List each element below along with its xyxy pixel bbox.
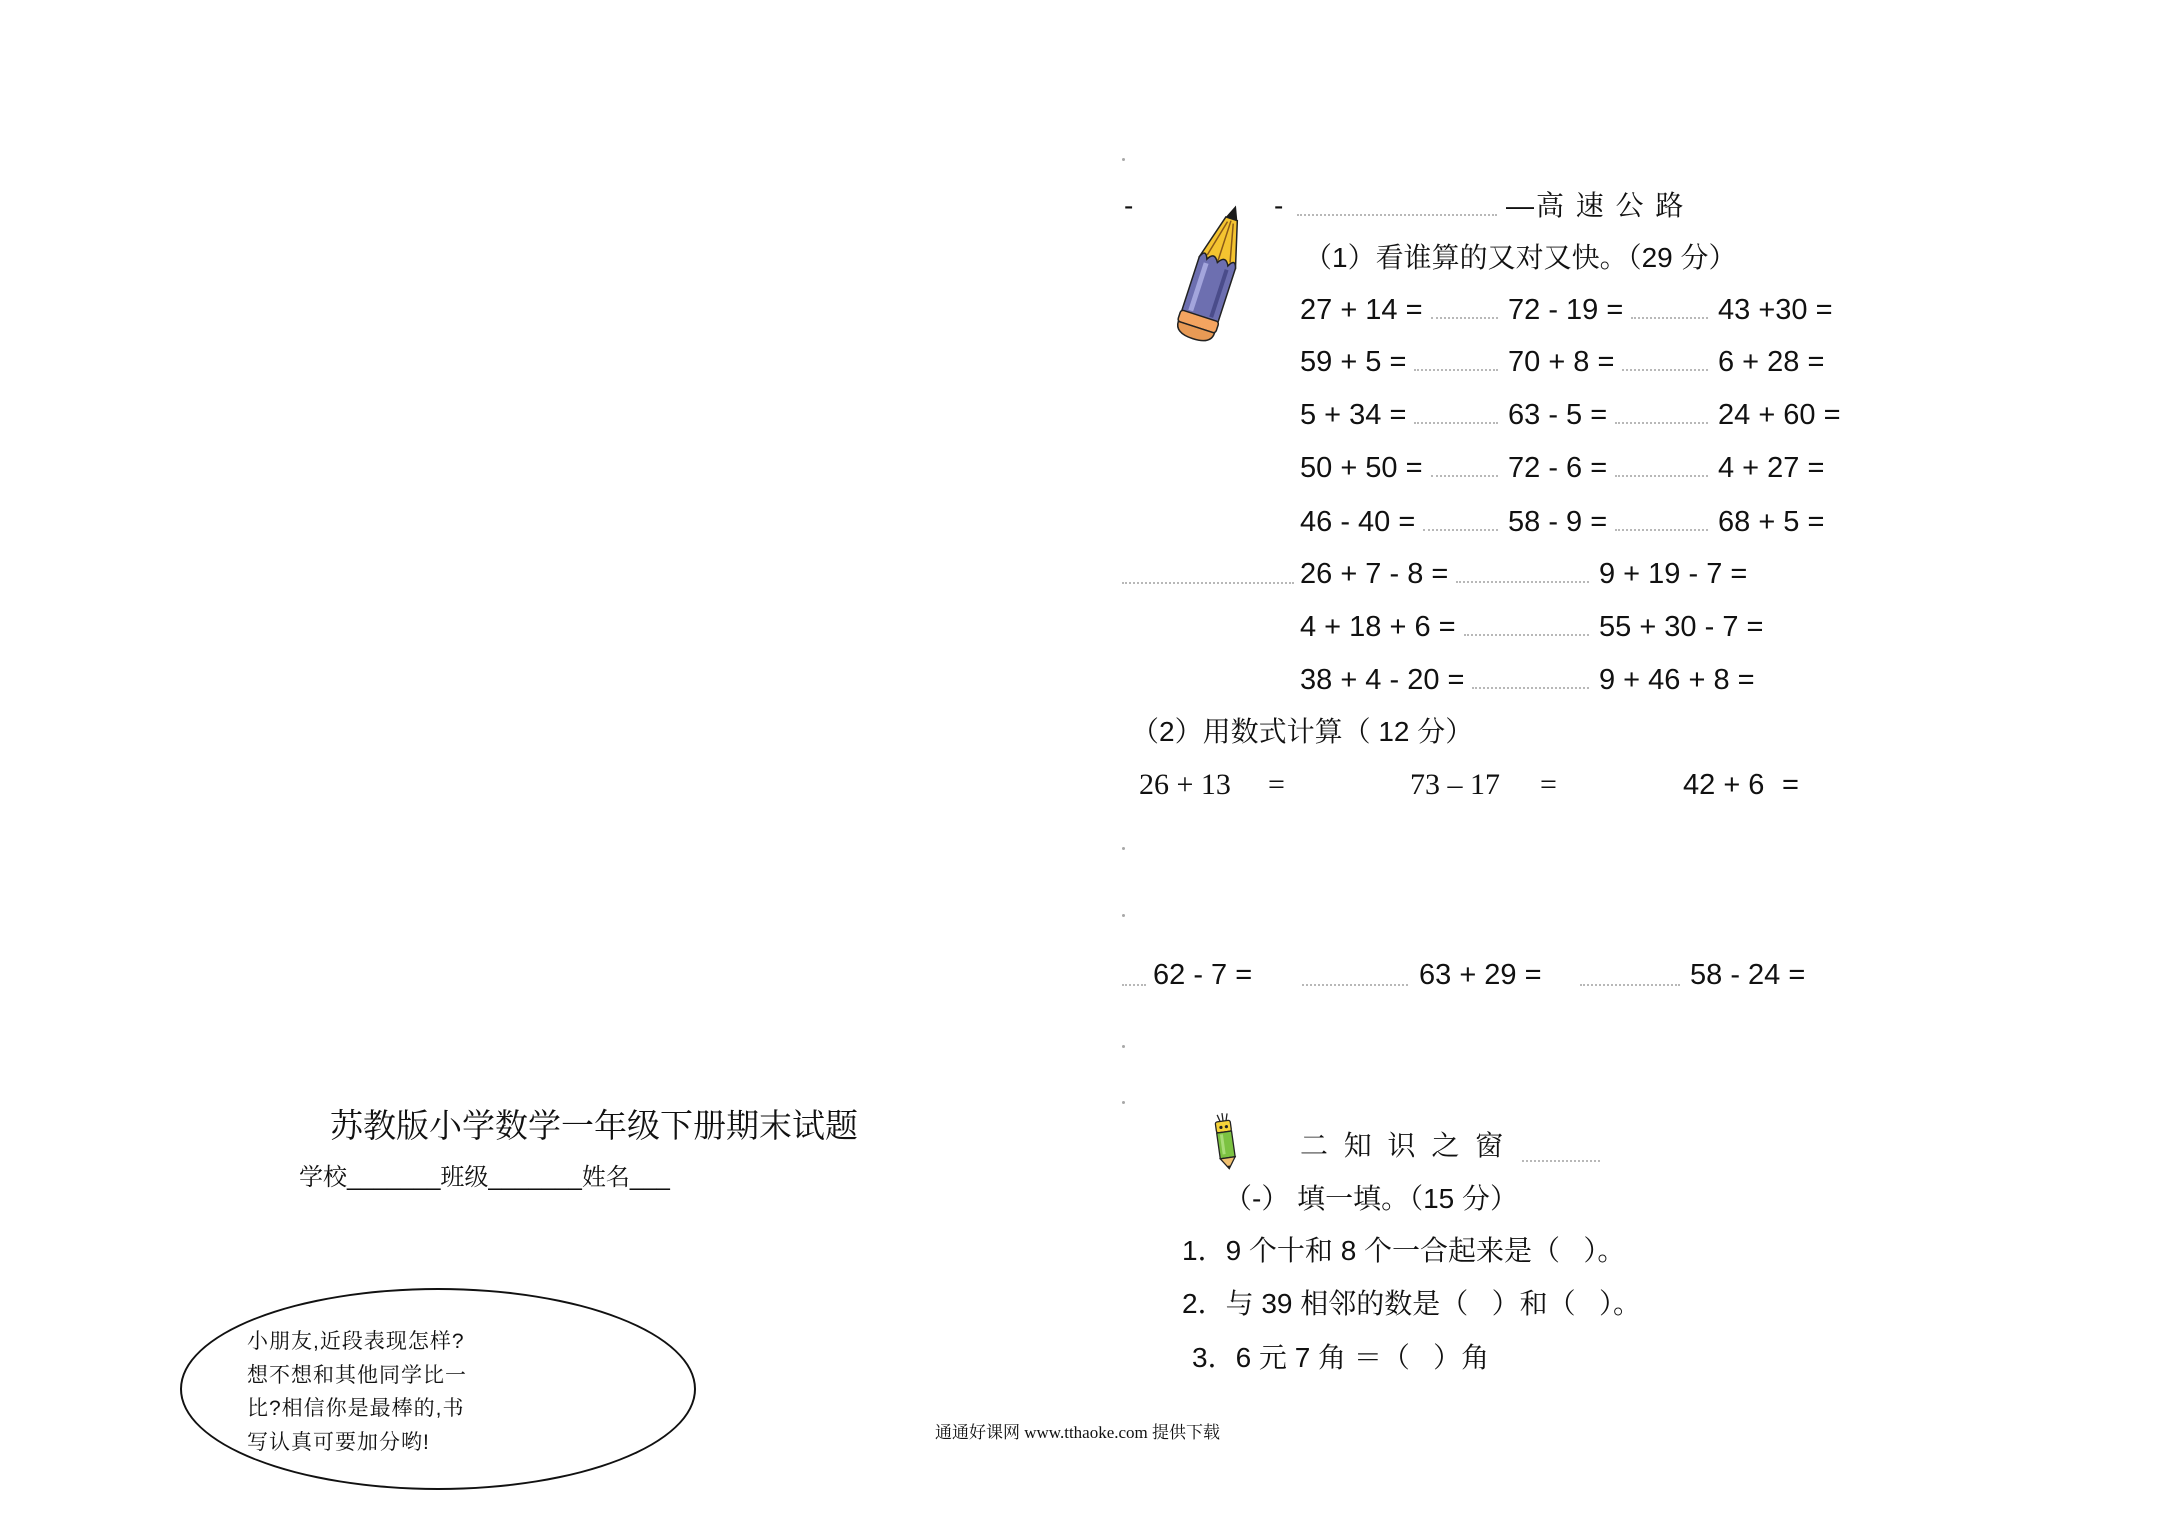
- equation-row: [1300, 344, 1824, 380]
- heading-dash-mid: -: [1274, 190, 1284, 221]
- equation: 27 + 14 =: [1300, 294, 1423, 326]
- equation: 4 + 18 + 6 =: [1300, 611, 1456, 643]
- pencil-icon: [1175, 200, 1253, 346]
- equation: 9 + 19 - 7 =: [1599, 558, 1748, 590]
- equation: 5 + 34 =: [1300, 399, 1407, 431]
- written-expression: 73 – 17: [1410, 768, 1500, 801]
- stray-dot: [1122, 847, 1125, 850]
- dot-leader: [1297, 214, 1497, 216]
- equation-cell: [1718, 344, 1824, 380]
- equation-row: [1300, 292, 1833, 328]
- equation-cell: [1599, 609, 1763, 645]
- equation-cell: [1718, 397, 1841, 433]
- dot-leader: [1472, 687, 1589, 689]
- equation-cell: [1508, 504, 1718, 540]
- written-equals: =: [1540, 768, 1557, 801]
- written-equals: =: [1268, 768, 1285, 801]
- equation-cell: [1508, 344, 1718, 380]
- stray-dot: [1122, 1101, 1125, 1104]
- equation: 43 +30 =: [1718, 294, 1833, 326]
- equation-cell: [1508, 450, 1718, 486]
- equation-cell: [1718, 292, 1833, 328]
- equation-cell: [1508, 292, 1718, 328]
- dot-leader: [1122, 984, 1146, 986]
- equation-cell: [1508, 397, 1718, 433]
- dot-leader: [1464, 634, 1589, 636]
- equation-row: [1300, 662, 1755, 698]
- equation: 9 + 46 + 8 =: [1599, 664, 1755, 696]
- dot-leader: [1431, 317, 1498, 319]
- bubble-line: 想不想和其他同学比一: [247, 1363, 467, 1387]
- equation-row: [1300, 504, 1824, 540]
- part2-title: （2）用数式计算（ 12 分）: [1131, 716, 1474, 747]
- dot-leader: [1431, 475, 1498, 477]
- fill-in-question: 1．9 个十和 8 个一合起来是（ ）。: [1182, 1235, 1626, 1266]
- equation-cell: [1300, 504, 1508, 540]
- equation-cell: [1300, 662, 1599, 698]
- dot-leader: [1414, 369, 1498, 371]
- equation-cell: [1300, 292, 1508, 328]
- equation: 58 - 9 =: [1508, 506, 1608, 538]
- equation-cell: [1599, 662, 1755, 698]
- heading-dash-left: -: [1124, 190, 1134, 221]
- dot-leader: [1423, 529, 1498, 531]
- dot-leader: [1522, 1160, 1600, 1162]
- section-heading-knowledge: 二 知 识 之 窗: [1300, 1130, 1508, 1161]
- pencil-character-icon: [1210, 1112, 1241, 1171]
- section-heading-highway: —高 速 公 路: [1506, 190, 1686, 221]
- equation: 46 - 40 =: [1300, 506, 1416, 538]
- student-info-line: 学校_______班级_______姓名___: [299, 1164, 670, 1191]
- exam-title: 苏教版小学数学一年级下册期末试题: [330, 1107, 858, 1144]
- dot-leader: [1122, 582, 1294, 584]
- bubble-line: 写认真可要加分哟!: [247, 1431, 430, 1455]
- dot-leader: [1615, 529, 1708, 531]
- equation-cell: [1599, 556, 1747, 592]
- equation: 38 + 4 - 20 =: [1300, 664, 1465, 696]
- stray-dot: [1122, 914, 1125, 917]
- equation: 50 + 50 =: [1300, 452, 1423, 484]
- equation-row: [1300, 397, 1841, 433]
- equation: 70 + 8 =: [1508, 346, 1615, 378]
- dot-leader: [1414, 422, 1498, 424]
- fill-in-question: 3．6 元 7 角 ＝（ ）角: [1192, 1342, 1490, 1373]
- equation: 26 + 7 - 8 =: [1300, 558, 1449, 590]
- dot-leader: [1615, 422, 1708, 424]
- equation: 55 + 30 - 7 =: [1599, 611, 1764, 643]
- equation-cell: [1300, 450, 1508, 486]
- equation-cell: [1300, 344, 1508, 380]
- equation: 72 - 6 =: [1508, 452, 1608, 484]
- equation: 24 + 60 =: [1718, 399, 1841, 431]
- stray-dot: [1122, 158, 1125, 161]
- equation: 4 + 27 =: [1718, 452, 1825, 484]
- dot-leader: [1302, 984, 1408, 986]
- written-equation: 63 + 29 =: [1419, 959, 1542, 991]
- fill-in-title: （-） 填一填。（15 分）: [1224, 1183, 1519, 1214]
- equation: 6 + 28 =: [1718, 346, 1825, 378]
- bubble-text: [247, 1325, 467, 1460]
- equation-cell: [1300, 609, 1599, 645]
- equation: 59 + 5 =: [1300, 346, 1407, 378]
- equation-cell: [1718, 504, 1824, 540]
- written-equation: 62 - 7 =: [1153, 959, 1253, 991]
- dot-leader: [1622, 369, 1708, 371]
- written-equation: 58 - 24 =: [1690, 959, 1806, 991]
- written-equals: =: [1782, 769, 1799, 801]
- equation: 68 + 5 =: [1718, 506, 1825, 538]
- stray-dot: [1122, 1045, 1125, 1048]
- dot-leader: [1615, 475, 1708, 477]
- equation-cell: [1300, 556, 1599, 592]
- dot-leader: [1580, 984, 1680, 986]
- equation: 72 - 19 =: [1508, 294, 1624, 326]
- dot-leader: [1456, 581, 1589, 583]
- part1-title: （1）看谁算的又对又快。（29 分）: [1304, 242, 1737, 273]
- fill-in-question: 2．与 39 相邻的数是（ ）和（ ）。: [1182, 1288, 1641, 1319]
- equation-row: [1300, 556, 1747, 592]
- equation-row: [1300, 609, 1763, 645]
- written-expression: 26 + 13: [1139, 768, 1231, 801]
- equation: 63 - 5 =: [1508, 399, 1608, 431]
- dot-leader: [1631, 317, 1708, 319]
- equation-row: [1300, 450, 1824, 486]
- equation-cell: [1300, 397, 1508, 433]
- written-expression: 42 + 6: [1683, 769, 1765, 801]
- footer-source: 通通好课网 www.tthaoke.com 提供下载: [935, 1423, 1221, 1442]
- bubble-line: 比?相信你是最棒的,书: [247, 1397, 465, 1421]
- bubble-line: 小朋友,近段表现怎样?: [247, 1330, 465, 1353]
- equation-cell: [1718, 450, 1824, 486]
